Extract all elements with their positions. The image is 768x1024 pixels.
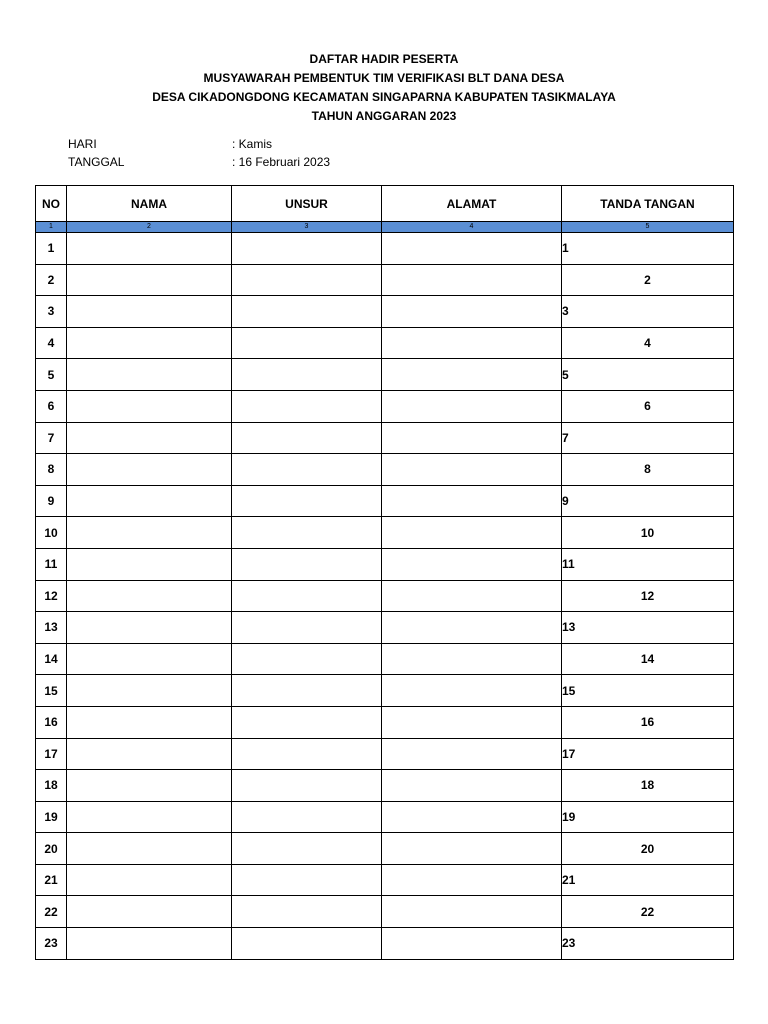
unsur-cell [232, 390, 382, 422]
table-row [36, 390, 734, 422]
signature-cell: 12 [562, 580, 734, 612]
column-index: 1 [36, 222, 67, 233]
table-row [36, 296, 734, 328]
alamat-cell [382, 548, 562, 580]
table-row [36, 264, 734, 296]
unsur-cell [232, 485, 382, 517]
title-line-1: DAFTAR HADIR PESERTA [309, 52, 459, 66]
row-number: 15 [36, 675, 67, 707]
unsur-cell [232, 296, 382, 328]
row-number: 19 [36, 801, 67, 833]
signature-cell: 21 [562, 864, 734, 896]
column-index: 4 [382, 222, 562, 233]
unsur-cell [232, 643, 382, 675]
signature-cell: 3 [562, 296, 734, 328]
alamat-cell [382, 643, 562, 675]
row-number: 17 [36, 738, 67, 770]
signature-cell: 9 [562, 485, 734, 517]
table-row [36, 896, 734, 928]
meeting-info [68, 135, 330, 171]
column-index: 2 [67, 222, 232, 233]
nama-cell [67, 770, 232, 802]
date-row [68, 153, 330, 171]
signature-cell: 16 [562, 706, 734, 738]
signature-cell: 14 [562, 643, 734, 675]
table-header-row [36, 186, 734, 222]
signature-cell: 10 [562, 517, 734, 549]
table-row [36, 770, 734, 802]
column-header-unsur: UNSUR [232, 186, 382, 222]
row-number: 21 [36, 864, 67, 896]
unsur-cell [232, 264, 382, 296]
nama-cell [67, 390, 232, 422]
date-label: TANGGAL [68, 155, 125, 169]
nama-cell [67, 706, 232, 738]
table-row [36, 580, 734, 612]
nama-cell [67, 675, 232, 707]
alamat-cell [382, 422, 562, 454]
document-title [0, 50, 768, 126]
signature-cell: 7 [562, 422, 734, 454]
row-number: 16 [36, 706, 67, 738]
row-number: 22 [36, 896, 67, 928]
alamat-cell [382, 928, 562, 960]
signature-cell: 20 [562, 833, 734, 865]
row-number: 11 [36, 548, 67, 580]
signature-cell: 4 [562, 327, 734, 359]
table-row [36, 359, 734, 391]
alamat-cell [382, 833, 562, 865]
nama-cell [67, 422, 232, 454]
alamat-cell [382, 675, 562, 707]
alamat-cell [382, 233, 562, 265]
table-row [36, 612, 734, 644]
nama-cell [67, 864, 232, 896]
table-row [36, 517, 734, 549]
column-header-no: NO [36, 186, 67, 222]
alamat-cell [382, 390, 562, 422]
table-row [36, 738, 734, 770]
row-number: 14 [36, 643, 67, 675]
nama-cell [67, 643, 232, 675]
nama-cell [67, 517, 232, 549]
table-row [36, 864, 734, 896]
unsur-cell [232, 833, 382, 865]
row-number: 13 [36, 612, 67, 644]
alamat-cell [382, 454, 562, 486]
attendance-table [35, 185, 734, 960]
signature-cell: 6 [562, 390, 734, 422]
alamat-cell [382, 580, 562, 612]
alamat-cell [382, 801, 562, 833]
nama-cell [67, 580, 232, 612]
row-number: 12 [36, 580, 67, 612]
table-row [36, 548, 734, 580]
unsur-cell [232, 233, 382, 265]
nama-cell [67, 454, 232, 486]
unsur-cell [232, 801, 382, 833]
alamat-cell [382, 864, 562, 896]
unsur-cell [232, 548, 382, 580]
column-index: 3 [232, 222, 382, 233]
nama-cell [67, 801, 232, 833]
row-number: 8 [36, 454, 67, 486]
unsur-cell [232, 517, 382, 549]
alamat-cell [382, 517, 562, 549]
unsur-cell [232, 359, 382, 391]
alamat-cell [382, 770, 562, 802]
signature-cell: 8 [562, 454, 734, 486]
table-row [36, 485, 734, 517]
table-row [36, 454, 734, 486]
unsur-cell [232, 738, 382, 770]
table-row [36, 706, 734, 738]
signature-cell: 1 [562, 233, 734, 265]
day-row [68, 135, 330, 153]
alamat-cell [382, 612, 562, 644]
row-number: 3 [36, 296, 67, 328]
alamat-cell [382, 359, 562, 391]
column-header-tanda-tangan: TANDA TANGAN [562, 186, 734, 222]
table-row [36, 422, 734, 454]
table-row [36, 233, 734, 265]
table-row [36, 801, 734, 833]
signature-cell: 2 [562, 264, 734, 296]
title-line-2: MUSYAWARAH PEMBENTUK TIM VERIFIKASI BLT DANA DESA [203, 71, 565, 85]
nama-cell [67, 233, 232, 265]
alamat-cell [382, 738, 562, 770]
table-row [36, 928, 734, 960]
attendance-rows [36, 233, 734, 960]
alamat-cell [382, 896, 562, 928]
nama-cell [67, 485, 232, 517]
unsur-cell [232, 896, 382, 928]
unsur-cell [232, 612, 382, 644]
signature-cell: 5 [562, 359, 734, 391]
alamat-cell [382, 485, 562, 517]
nama-cell [67, 296, 232, 328]
row-number: 2 [36, 264, 67, 296]
nama-cell [67, 359, 232, 391]
day-value: : Kamis [232, 137, 273, 151]
table-row [36, 643, 734, 675]
column-header-alamat: ALAMAT [382, 186, 562, 222]
row-number: 7 [36, 422, 67, 454]
title-line-3: DESA CIKADONGDONG KECAMATAN SINGAPARNA KABUPATEN TASIKMALAYA [152, 90, 616, 104]
unsur-cell [232, 580, 382, 612]
unsur-cell [232, 706, 382, 738]
signature-cell: 13 [562, 612, 734, 644]
title-line-4: TAHUN ANGGARAN 2023 [311, 109, 457, 123]
row-number: 20 [36, 833, 67, 865]
unsur-cell [232, 675, 382, 707]
unsur-cell [232, 454, 382, 486]
nama-cell [67, 928, 232, 960]
alamat-cell [382, 327, 562, 359]
row-number: 6 [36, 390, 67, 422]
row-number: 4 [36, 327, 67, 359]
table-row [36, 675, 734, 707]
nama-cell [67, 896, 232, 928]
row-number: 9 [36, 485, 67, 517]
signature-cell: 17 [562, 738, 734, 770]
unsur-cell [232, 327, 382, 359]
table-row [36, 833, 734, 865]
row-number: 10 [36, 517, 67, 549]
nama-cell [67, 264, 232, 296]
signature-cell: 22 [562, 896, 734, 928]
table-row [36, 327, 734, 359]
unsur-cell [232, 864, 382, 896]
column-header-nama: NAMA [67, 186, 232, 222]
nama-cell [67, 833, 232, 865]
row-number: 5 [36, 359, 67, 391]
day-label: HARI [68, 137, 97, 151]
signature-cell: 11 [562, 548, 734, 580]
unsur-cell [232, 928, 382, 960]
column-index-row [36, 222, 734, 233]
row-number: 1 [36, 233, 67, 265]
unsur-cell [232, 422, 382, 454]
alamat-cell [382, 264, 562, 296]
unsur-cell [232, 770, 382, 802]
signature-cell: 23 [562, 928, 734, 960]
signature-cell: 19 [562, 801, 734, 833]
nama-cell [67, 738, 232, 770]
signature-cell: 15 [562, 675, 734, 707]
alamat-cell [382, 706, 562, 738]
row-number: 18 [36, 770, 67, 802]
nama-cell [67, 548, 232, 580]
column-index: 5 [562, 222, 734, 233]
date-value: : 16 Februari 2023 [232, 155, 331, 169]
nama-cell [67, 612, 232, 644]
signature-cell: 18 [562, 770, 734, 802]
nama-cell [67, 327, 232, 359]
alamat-cell [382, 296, 562, 328]
row-number: 23 [36, 928, 67, 960]
